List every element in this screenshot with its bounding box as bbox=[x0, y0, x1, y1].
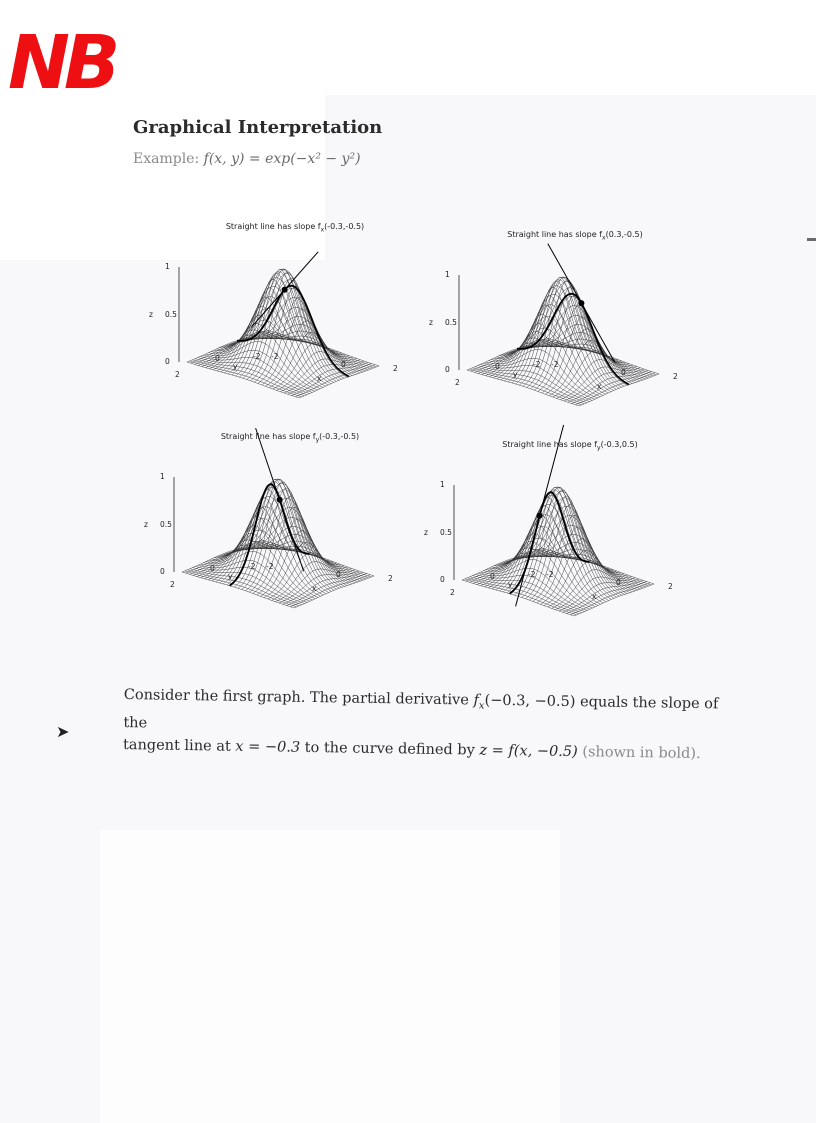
surface-plot-2 bbox=[429, 230, 705, 435]
surface-group bbox=[459, 244, 659, 406]
mesh-line bbox=[190, 361, 302, 397]
x-tick-label: 0 bbox=[341, 360, 346, 369]
y-tick-label: -2 bbox=[533, 360, 541, 369]
x-tick-label: 2 bbox=[668, 582, 673, 591]
x-tick-label: -2 bbox=[546, 570, 554, 579]
surface-svg bbox=[445, 230, 705, 435]
y-tick-label: 2 bbox=[170, 580, 175, 589]
plot-title: Straight line has slope $f_x(0.3,-0.5)$ bbox=[507, 230, 643, 242]
surface-svg bbox=[440, 440, 700, 645]
z-tick-label: 0 bbox=[160, 567, 165, 576]
y-tick-label: 0 bbox=[490, 572, 495, 581]
x-tick-label: -2 bbox=[271, 352, 279, 361]
mesh-line bbox=[574, 584, 654, 616]
x-tick-label: 2 bbox=[393, 364, 398, 373]
caption-math-x: x = −0.3 bbox=[235, 738, 301, 756]
z-tick-label: 1 bbox=[440, 480, 445, 489]
x-axis-label: x bbox=[597, 382, 602, 391]
y-tick-label: 0 bbox=[495, 362, 500, 371]
z-tick-label: 0 bbox=[445, 365, 450, 374]
z-axis-label: z bbox=[429, 317, 433, 327]
tangent-point bbox=[578, 300, 584, 306]
scan-paper-patch-lower bbox=[100, 830, 560, 1123]
scan-arrow-mark: ➤ bbox=[56, 722, 70, 741]
mesh-line bbox=[470, 369, 582, 405]
caption-part-1: Consider the first graph. The partial derivative bbox=[123, 686, 474, 709]
z-tick-label: 0.5 bbox=[445, 317, 457, 327]
x-tick-label: 2 bbox=[388, 574, 393, 583]
x-axis-label: x bbox=[592, 592, 597, 601]
section-title: Graphical Interpretation bbox=[133, 117, 383, 138]
x-tick-label: 0 bbox=[621, 368, 626, 377]
z-tick-label: 1 bbox=[160, 472, 165, 481]
z-axis-label: z bbox=[424, 527, 428, 537]
plot-title: Straight line has slope $f_x(-0.3,-0.5)$ bbox=[225, 222, 365, 234]
caption-math-sub: x bbox=[478, 700, 485, 712]
mesh-line bbox=[240, 298, 352, 376]
mesh-line bbox=[294, 576, 374, 608]
y-axis-label: y bbox=[513, 370, 518, 379]
z-tick-label: 0 bbox=[440, 575, 445, 584]
x-tick-label: -2 bbox=[266, 562, 274, 571]
surface-svg bbox=[165, 222, 425, 427]
example-formula: f(x, y) = exp(−x² − y²) bbox=[203, 151, 361, 167]
x-tick-label: 0 bbox=[336, 570, 341, 579]
y-tick-label: 0 bbox=[215, 354, 220, 363]
example-line bbox=[133, 151, 361, 167]
z-tick-label: 0.5 bbox=[165, 309, 177, 319]
x-tick-label: -2 bbox=[551, 360, 559, 369]
y-axis-label: y bbox=[508, 580, 513, 589]
surface-group bbox=[179, 252, 379, 398]
caption-math-z: z = f(x, −0.5) bbox=[479, 742, 578, 761]
surface-svg bbox=[160, 432, 420, 637]
caption-math-f: f bbox=[473, 692, 480, 709]
mesh-line bbox=[185, 571, 297, 607]
surface-group bbox=[174, 428, 374, 608]
plot-title: Straight line has slope $f_y(-0.3,-0.5)$ bbox=[220, 432, 360, 444]
surface-group bbox=[454, 425, 654, 616]
caption-line2-b: to the curve defined by bbox=[300, 739, 480, 759]
mesh-line bbox=[520, 306, 632, 384]
surface-plot-4 bbox=[424, 440, 700, 645]
y-tick-label: 2 bbox=[450, 588, 455, 597]
z-tick-label: 0.5 bbox=[160, 519, 172, 529]
mesh-line bbox=[235, 508, 347, 586]
example-label: Example: bbox=[133, 151, 200, 167]
mesh-line bbox=[201, 551, 313, 600]
z-tick-label: 0 bbox=[165, 357, 170, 366]
mesh-line bbox=[206, 341, 318, 390]
mesh-line bbox=[515, 516, 627, 594]
nb-stamp bbox=[8, 18, 118, 108]
z-axis-label: z bbox=[144, 519, 148, 529]
x-tick-label: 2 bbox=[673, 372, 678, 381]
caption-part-2: (−0.3, −0.5) equals the slope of the bbox=[123, 692, 719, 732]
y-axis-label: y bbox=[233, 362, 238, 371]
y-tick-label: -2 bbox=[248, 562, 256, 571]
surface-plot-1 bbox=[149, 222, 425, 427]
tangent-point bbox=[277, 497, 283, 503]
figure-caption bbox=[123, 684, 724, 765]
z-axis-label: z bbox=[149, 309, 153, 319]
caption-math-fx bbox=[473, 692, 485, 712]
y-tick-label: -2 bbox=[528, 570, 536, 579]
surface-plot-3 bbox=[144, 432, 420, 637]
mesh-line bbox=[481, 559, 593, 608]
caption-line2-c: (shown in bold). bbox=[577, 744, 701, 762]
z-tick-label: 1 bbox=[165, 262, 170, 271]
x-axis-label: x bbox=[317, 374, 322, 383]
tangent-point bbox=[537, 513, 543, 519]
x-tick-label: 0 bbox=[616, 578, 621, 587]
y-axis-label: y bbox=[228, 572, 233, 581]
tangent-point bbox=[282, 287, 288, 293]
caption-line2-a: tangent line at bbox=[122, 736, 236, 755]
z-tick-label: 1 bbox=[445, 270, 450, 279]
x-axis-label: x bbox=[312, 584, 317, 593]
y-tick-label: -2 bbox=[253, 352, 261, 361]
y-tick-label: 2 bbox=[175, 370, 180, 379]
mesh-line bbox=[486, 349, 598, 398]
mesh-line bbox=[465, 579, 577, 615]
y-tick-label: 0 bbox=[210, 564, 215, 573]
y-tick-label: 2 bbox=[455, 378, 460, 387]
z-tick-label: 0.5 bbox=[440, 527, 452, 537]
plot-title: Straight line has slope $f_y(-0.3,0.5)$ bbox=[502, 440, 638, 452]
stamp-text: NB bbox=[8, 20, 115, 106]
scan-edge-mark bbox=[807, 238, 816, 241]
